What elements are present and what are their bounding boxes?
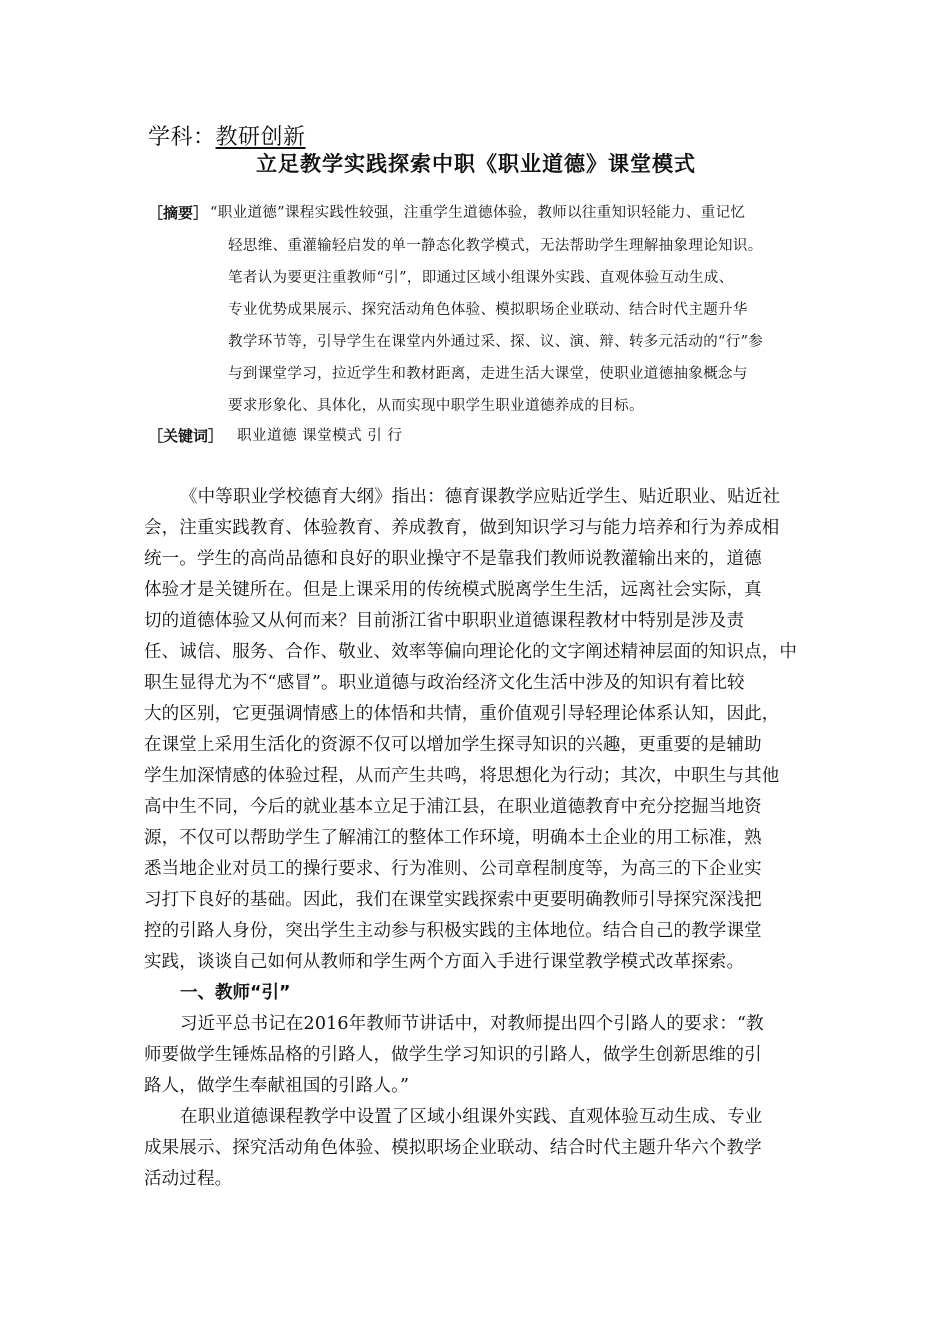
paragraph-line: 控的引路人身份，突出学生主动参与积极实践的主体地位。结合自己的教学课堂 — [144, 921, 762, 941]
abstract-line: 专业优势成果展示、探究活动角色体验、模拟职场企业联动、结合时代主题升华 — [228, 302, 748, 318]
paragraph-line: 在职业道德课程教学中设置了区域小组课外实践、直观体验互动生成、专业 — [180, 1107, 763, 1127]
paragraph-line: 活动过程。 — [144, 1169, 233, 1189]
section-heading: 一、教师“引” — [180, 983, 291, 1003]
paragraph-line: 任、诚信、服务、合作、敬业、效率等偏向理论化的文字阐述精神层面的知识点，中 — [144, 642, 798, 662]
paragraph-line: 师要做学生锤炼品格的引路人，做学生学习知识的引路人，做学生创新思维的引 — [144, 1045, 762, 1065]
abstract-label: ［摘要］ — [148, 204, 209, 222]
abstract-line: 教学环节等，引导学生在课堂内外通过采、探、议、演、辩、转多元活动的“行”参 — [228, 334, 764, 350]
paragraph-line: 学生加深情感的体验过程，从而产生共鸣，将思想化为行动；其次，中职生与其他 — [144, 766, 780, 786]
keywords-text: 职业道德 课堂模式 引 行 — [237, 428, 403, 444]
paragraph-line: 大的区别，它更强调情感上的体悟和共情，重价值观引导轻理论体系认知，因此， — [144, 704, 780, 724]
paragraph-line: 高中生不同，今后的就业基本立足于浦江县，在职业道德教育中充分挖掘当地资 — [144, 797, 762, 817]
paragraph-line: 成果展示、探究活动角色体验、模拟职场企业联动、结合时代主题升华六个教学 — [144, 1138, 762, 1158]
paragraph-line: 职生显得尤为不“感冒”。职业道德与政治经济文化生活中涉及的知识有着比较 — [144, 673, 745, 693]
abstract-line: “职业道德”课程实践性较强，注重学生道德体验，教师以往重知识轻能力、重记忆 — [210, 205, 746, 221]
paragraph-line: 统一。学生的高尚品德和良好的职业操守不是靠我们教师说教灌输出来的，道德 — [144, 549, 762, 569]
paragraph-line: 《中等职业学校德育大纲》指出：德育课教学应贴近学生、贴近职业、贴近社 — [180, 487, 781, 507]
abstract-line: 与到课堂学习，拉近学生和教材距离，走进生活大课堂，使职业道德抽象概念与 — [228, 366, 748, 382]
subject-value: 教研创新 — [215, 125, 306, 150]
abstract-line: 要求形象化、具体化，从而实现中职学生职业道德养成的目标。 — [228, 398, 644, 414]
subject-label: 学科： — [148, 125, 216, 150]
paragraph-line: 源，不仅可以帮助学生了解浦江的整体工作环境，明确本土企业的用工标准，熟 — [144, 828, 762, 848]
paragraph-line: 体验才是关键所在。但是上课采用的传统模式脱离学生生活，远离社会实际，真 — [144, 580, 762, 600]
paragraph-line: 悉当地企业对员工的操行要求、行为准则、公司章程制度等，为高三的下企业实 — [144, 859, 762, 879]
paragraph-line: 习打下良好的基础。因此，我们在课堂实践探索中更要明确教师引导探究深浅把 — [144, 890, 762, 910]
abstract-line: 笔者认为要更注重教师“引”，即通过区域小组课外实践、直观体验互动生成、 — [228, 270, 734, 286]
paragraph-line: 会，注重实践教育、体验教育、养成教育，做到知识学习与能力培养和行为养成相 — [144, 518, 780, 538]
abstract-text — [0, 0, 950, 430]
paragraph-line: 习近平总书记在2016年教师节讲话中，对教师提出四个引路人的要求：“教 — [180, 1014, 764, 1034]
paragraph-line: 实践，谈谈自己如何从教师和学生两个方面入手进行课堂教学模式改革探索。 — [144, 952, 745, 972]
keywords-label: ［关键词］ — [148, 427, 224, 445]
paragraph-line: 切的道德体验又从何而来？目前浙江省中职职业道德课程教材中特别是涉及责 — [144, 611, 745, 631]
document-title: 立足教学实践探索中职《职业道德》课堂模式 — [256, 151, 696, 176]
paragraph-line: 在课堂上采用生活化的资源不仅可以增加学生探寻知识的兴趣，更重要的是辅助 — [144, 735, 762, 755]
paragraph-line: 路人，做学生奉献祖国的引路人。” — [144, 1076, 410, 1096]
abstract-line: 轻思维、重灌输轻启发的单一静态化教学模式，无法帮助学生理解抽象理论知识。 — [228, 238, 763, 254]
